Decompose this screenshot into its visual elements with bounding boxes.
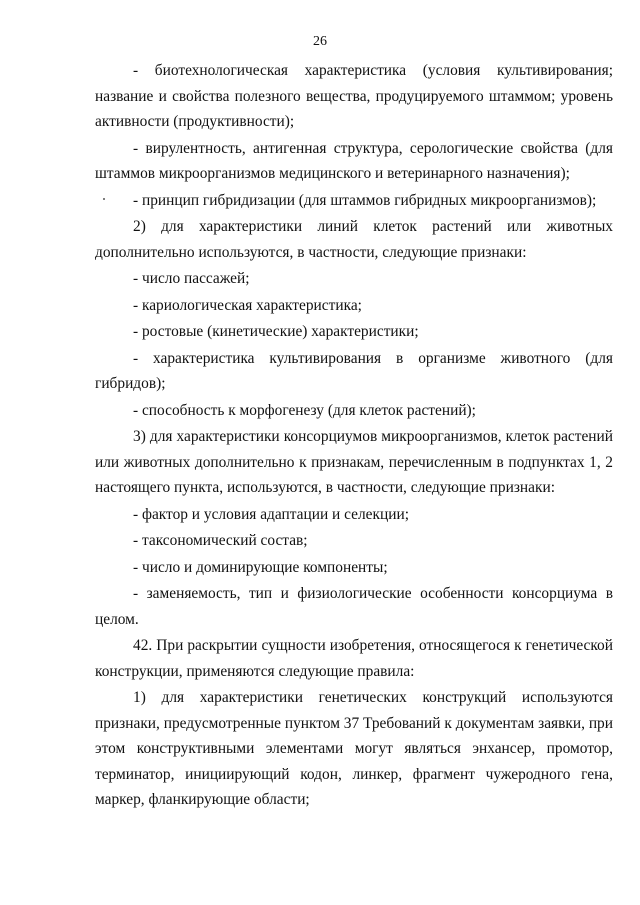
paragraph-item-42: 42. При раскрытии сущности изобретения, относящегося к генетической конструкции, применяются следующие правила:: [95, 637, 613, 680]
paragraph-replaceability: - заменяемость, тип и физиологические особенности консорциума в целом.: [95, 585, 613, 628]
paragraph-dominant-components: - число и доминирующие компоненты;: [133, 558, 388, 576]
paragraph-consortia: 3) для характеристики консорциумов микроорганизмов, клеток растений или животных дополнительно к признакам, перечисленным в подпунктах 1, 2 настоящего пункта, используются, в частности, следующие признаки:: [95, 428, 613, 496]
paragraph-adaptation-selection: - фактор и условия адаптации и селекции;: [133, 505, 409, 523]
paragraph-genetic-constructs: 1) для характеристики генетических конструкций используются признаки, предусмотренные пунктом 37 Требований к документам заявки, при этом конструктивными элементами могут являться энхансер, промотор, терминатор, инициирующий кодон, линкер, фрагмент чужеродного гена, маркер, фланкирующие области;: [95, 689, 613, 808]
paragraph-karyology: - кариологическая характеристика;: [133, 296, 362, 314]
paragraph-cultivation-in-animal: - характеристика культивирования в организме животного (для гибридов);: [95, 349, 613, 392]
paragraph-growth-characteristics: - ростовые (кинетические) характеристики;: [133, 323, 419, 340]
paragraph-passage-count: - число пассажей;: [133, 270, 250, 287]
paragraph-cell-lines: 2) для характеристики линий клеток растений или животных дополнительно используются, в частности, следующие признаки:: [95, 218, 613, 261]
paragraph-morphogenesis: - способность к морфогенезу (для клеток растений);: [133, 401, 476, 419]
document-body: [95, 58, 613, 814]
paragraph-biotech-characteristic: - биотехнологическая характеристика (условия культивирования; название и свойства полезного вещества, продуцируемого штаммом; уровень активности (продуктивности);: [95, 62, 613, 130]
paragraph-taxonomic-composition: - таксономический состав;: [133, 532, 308, 549]
page-number: 26: [313, 34, 327, 49]
paragraph-hybridization-principle: - принцип гибридизации (для штаммов гибридных микроорганизмов);: [133, 191, 597, 209]
paragraph-virulence: - вирулентность, антигенная структура, серологические свойства (для штаммов микроорганизмов медицинского и ветеринарного назначения);: [95, 139, 613, 182]
